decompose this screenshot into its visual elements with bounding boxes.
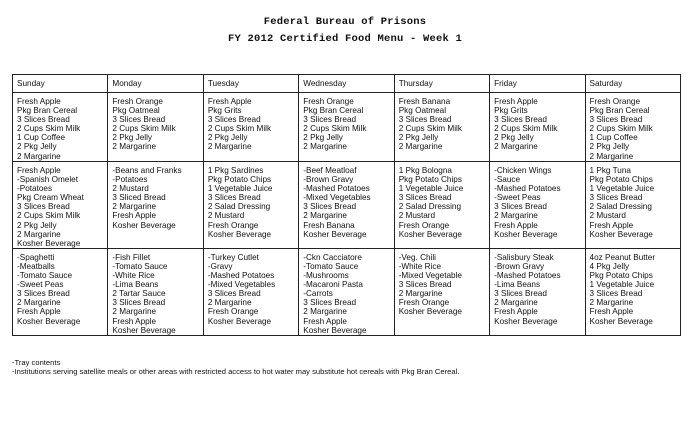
menu-item: 3 Slices Bread <box>207 289 261 299</box>
menu-item: 2 Mustard <box>398 211 436 221</box>
menu-item: 2 Margarine <box>398 142 443 152</box>
menu-item: 2 Margarine <box>17 298 61 308</box>
menu-item: Pkg Bran Cereal <box>303 106 364 116</box>
notes <box>12 358 459 376</box>
menu-item: -Beef Meatloaf <box>303 166 357 175</box>
menu-item: Kosher Beverage <box>17 316 81 326</box>
menu-cell-friday-meal-2 <box>490 162 585 249</box>
menu-item: 2 Salad Dressing <box>398 202 462 212</box>
menu-item: 1 Cup Coffee <box>589 133 638 143</box>
menu-item: Fresh Apple <box>17 166 61 175</box>
menu-item: -Potatoes <box>17 184 53 194</box>
menu-item: -Spaghetti <box>17 252 55 262</box>
menu-item: 4oz Peanut Butter <box>589 252 656 262</box>
menu-item: 3 Slices Bread <box>398 280 452 290</box>
menu-item: 3 Slices Bread <box>17 289 70 299</box>
menu-item: -Spanish Omelet <box>17 175 78 185</box>
menu-item: -Mixed Vegetables <box>207 280 276 290</box>
menu-item: 2 Margarine <box>17 151 61 161</box>
menu-cell-saturday-meal-1 <box>585 93 680 162</box>
menu-item: 2 Pkg Jelly <box>494 133 534 143</box>
menu-item: -Mashed Potatoes <box>494 271 561 281</box>
menu-item: -Carrots <box>303 289 333 299</box>
menu-item: 2 Cups Skim Milk <box>112 124 176 134</box>
menu-item: Fresh Orange <box>398 220 450 230</box>
menu-item: Pkg Grits <box>494 106 528 116</box>
menu-item: Kosher Beverage <box>112 220 176 230</box>
menu-item: -Sweet Peas <box>494 193 541 203</box>
menu-item: 2 Margarine <box>494 298 538 308</box>
menu-cell-friday-meal-3 <box>490 248 585 335</box>
menu-item: Pkg Oatmeal <box>112 106 160 116</box>
menu-item: 2 Pkg Jelly <box>398 133 439 143</box>
day-header-thursday: Thursday <box>394 75 489 93</box>
menu-cell-monday-meal-2 <box>108 162 203 249</box>
menu-item: 1 Pkg Bologna <box>398 166 452 175</box>
menu-item: 2 Pkg Jelly <box>17 142 57 152</box>
menu-item: 3 Slices Bread <box>589 115 643 125</box>
menu-item: -Beans and Franks <box>112 166 182 175</box>
menu-item: 2 Cups Skim Milk <box>303 124 367 134</box>
menu-item: -Mashed Potatoes <box>494 184 561 194</box>
menu-cell-tuesday-meal-3 <box>203 248 298 335</box>
menu-item: -Fish Fillet <box>112 252 151 262</box>
menu-item: -Mixed Vegetable <box>398 271 462 281</box>
menu-item: Kosher Beverage <box>398 229 462 239</box>
menu-item: 1 Pkg Tuna <box>589 166 631 175</box>
menu-item: Kosher Beverage <box>589 316 653 326</box>
menu-item: 3 Slices Bread <box>303 202 357 212</box>
menu-item: 2 Margarine <box>494 142 538 152</box>
menu-item: 1 Vegetable Juice <box>589 280 655 290</box>
menu-item: -Brown Gravy <box>303 175 354 185</box>
menu-item: -Mixed Vegetables <box>303 193 371 203</box>
menu-item: 2 Cups Skim Milk <box>398 124 462 134</box>
document-subtitle: FY 2012 Certified Food Menu - Week 1 <box>227 33 463 45</box>
menu-item: 3 Slices Bread <box>494 202 547 212</box>
menu-item: Kosher Beverage <box>494 316 558 326</box>
menu-item: -Veg. Chili <box>398 252 437 262</box>
menu-item: Pkg Potato Chips <box>398 175 462 185</box>
menu-body <box>13 93 681 336</box>
menu-item: 3 Slices Bread <box>303 298 357 308</box>
menu-item: 1 Cup Coffee <box>17 133 66 143</box>
menu-item: 2 Margarine <box>303 142 347 152</box>
menu-item: Kosher Beverage <box>303 325 367 335</box>
menu-item: Pkg Bran Cereal <box>17 106 78 116</box>
menu-item: 2 Margarine <box>207 142 252 152</box>
menu-item: -Tomato Sauce <box>17 271 73 281</box>
menu-item: -Tomato Sauce <box>112 261 168 271</box>
menu-item: -Mushrooms <box>303 271 349 281</box>
menu-item: -Tomato Sauce <box>303 261 359 271</box>
menu-item: 2 Mustard <box>589 211 626 221</box>
menu-item: 1 Vegetable Juice <box>589 184 655 194</box>
menu-item: Kosher Beverage <box>589 229 653 239</box>
menu-item: 3 Slices Bread <box>17 115 70 125</box>
menu-item: 2 Pkg Jelly <box>303 133 343 143</box>
menu-item: Kosher Beverage <box>17 238 81 248</box>
menu-item: 2 Pkg Jelly <box>112 133 153 143</box>
menu-item: Fresh Apple <box>207 97 252 106</box>
menu-item: 2 Margarine <box>17 229 61 239</box>
menu-cell-saturday-meal-3 <box>585 248 680 335</box>
menu-item: -Brown Gravy <box>494 261 545 271</box>
menu-item: 1 Vegetable Juice <box>398 184 464 194</box>
menu-item: -Potatoes <box>112 175 148 185</box>
menu-item: Fresh Banana <box>303 220 355 230</box>
menu-item: 2 Margarine <box>589 151 634 161</box>
note-tray-contents: -Tray contents <box>12 358 61 367</box>
menu-item: Fresh Apple <box>494 220 538 230</box>
menu-item: 2 Cups Skim Milk <box>17 211 81 221</box>
menu-item: 2 Pkg Jelly <box>207 133 248 143</box>
menu-item: 3 Slices Bread <box>303 115 357 125</box>
menu-item: Pkg Grits <box>207 106 242 116</box>
menu-cell-sunday-meal-3 <box>13 248 108 335</box>
menu-item: 2 Cups Skim Milk <box>589 124 653 134</box>
menu-item: 3 Slices Bread <box>112 298 166 308</box>
menu-cell-monday-meal-3 <box>108 248 203 335</box>
menu-item: Pkg Cream Wheat <box>17 193 84 203</box>
menu-item: 2 Mustard <box>207 211 245 221</box>
menu-item: 3 Slices Bread <box>589 193 643 203</box>
menu-item: -Chicken Wings <box>494 166 552 175</box>
menu-item: 2 Salad Dressing <box>207 202 271 212</box>
day-header-monday: Monday <box>108 75 203 93</box>
menu-item: 2 Margarine <box>112 142 157 152</box>
menu-cell-tuesday-meal-1 <box>203 93 298 162</box>
menu-item: Fresh Orange <box>112 97 163 106</box>
menu-item: -White Rice <box>112 271 155 281</box>
menu-item: Pkg Potato Chips <box>207 175 272 185</box>
menu-item: 3 Slices Bread <box>112 115 166 125</box>
menu-item: Fresh Apple <box>494 97 538 106</box>
menu-item: 3 Slices Bread <box>398 193 452 203</box>
menu-item: 3 Slices Bread <box>398 115 452 125</box>
menu-item: -Macaroni Pasta <box>303 280 363 290</box>
menu-item: Kosher Beverage <box>303 229 367 239</box>
menu-item: 3 Slices Bread <box>494 115 547 125</box>
menu-item: -Meatballs <box>17 261 55 271</box>
menu-item: Pkg Potato Chips <box>589 271 653 281</box>
menu-item: Fresh Banana <box>398 97 451 106</box>
menu-item: 2 Margarine <box>589 298 634 308</box>
menu-cell-wednesday-meal-2 <box>299 162 394 249</box>
menu-item: Pkg Potato Chips <box>589 175 653 185</box>
menu-cell-thursday-meal-3 <box>394 248 489 335</box>
day-header-tuesday: Tuesday <box>203 75 298 93</box>
menu-item: -Lima Beans <box>494 280 541 290</box>
menu-item: -Lima Beans <box>112 280 159 290</box>
menu-item: Fresh Apple <box>589 307 634 317</box>
menu-item: 2 Mustard <box>112 184 149 194</box>
menu-item: 2 Margarine <box>112 307 157 317</box>
menu-cell-thursday-meal-2 <box>394 162 489 249</box>
menu-item: 2 Margarine <box>398 289 443 299</box>
menu-item: 2 Margarine <box>303 211 347 221</box>
day-header-saturday: Saturday <box>585 75 680 93</box>
menu-item: 2 Margarine <box>303 307 347 317</box>
note-substitution: -Institutions serving satellite meals or other areas with restricted access to hot water may substitute hot cereals with Pkg Bran Cereal. <box>12 367 460 376</box>
menu-cell-wednesday-meal-3 <box>299 248 394 335</box>
menu-item: 3 Slices Bread <box>17 202 70 212</box>
meal-row-1 <box>13 93 681 162</box>
menu-item: -Salisbury Steak <box>494 252 554 262</box>
menu-table <box>12 74 681 336</box>
menu-item: 3 Sliced Bread <box>112 193 166 203</box>
day-header-sunday: Sunday <box>13 75 108 93</box>
menu-item: Kosher Beverage <box>494 229 558 239</box>
menu-item: 2 Tartar Sauce <box>112 289 166 299</box>
menu-item: -Ckn Cacciatore <box>303 252 362 262</box>
menu-item: -Gravy <box>207 261 233 271</box>
menu-cell-sunday-meal-2 <box>13 162 108 249</box>
day-header-friday: Friday <box>490 75 585 93</box>
meal-row-2 <box>13 162 681 249</box>
menu-item: -Mashed Potatoes <box>303 184 370 194</box>
menu-cell-friday-meal-1 <box>490 93 585 162</box>
menu-cell-monday-meal-1 <box>108 93 203 162</box>
menu-item: Fresh Apple <box>303 316 347 326</box>
menu-cell-thursday-meal-1 <box>394 93 489 162</box>
menu-item: 1 Vegetable Juice <box>207 184 273 194</box>
menu-item: 3 Slices Bread <box>589 289 643 299</box>
document-title: Federal Bureau of Prisons <box>263 16 427 28</box>
menu-item: 2 Salad Dressing <box>589 202 652 212</box>
menu-item: -Sweet Peas <box>17 280 64 290</box>
menu-item: Pkg Oatmeal <box>398 106 447 116</box>
menu-item: -Sauce <box>494 175 521 185</box>
menu-item: Pkg Bran Cereal <box>589 106 650 116</box>
menu-item: Fresh Apple <box>17 307 61 317</box>
meal-row-3 <box>13 248 681 335</box>
menu-item: -White Rice <box>398 261 441 271</box>
menu-cell-tuesday-meal-2 <box>203 162 298 249</box>
menu-item: Kosher Beverage <box>207 229 272 239</box>
menu-item: -Mashed Potatoes <box>207 271 275 281</box>
menu-item: Fresh Orange <box>398 298 450 308</box>
menu-item: Fresh Apple <box>112 316 157 326</box>
menu-item: Fresh Orange <box>303 97 354 106</box>
menu-item: Fresh Orange <box>589 97 641 106</box>
menu-item: 3 Slices Bread <box>207 115 261 125</box>
menu-item: 2 Margarine <box>112 202 157 212</box>
menu-item: Fresh Apple <box>494 307 538 317</box>
menu-item: 3 Slices Bread <box>207 193 261 203</box>
day-header-row <box>13 75 681 93</box>
menu-cell-wednesday-meal-1 <box>299 93 394 162</box>
menu-item: Fresh Apple <box>17 97 61 106</box>
menu-item: -Turkey Cutlet <box>207 252 259 262</box>
menu-item: Fresh Orange <box>207 307 259 317</box>
menu-item: 2 Pkg Jelly <box>589 142 630 152</box>
menu-cell-sunday-meal-1 <box>13 93 108 162</box>
menu-cell-saturday-meal-2 <box>585 162 680 249</box>
menu-item: 1 Pkg Sardines <box>207 166 264 175</box>
menu-item: Fresh Apple <box>589 220 634 230</box>
menu-item: 2 Margarine <box>494 211 538 221</box>
menu-item: 3 Slices Bread <box>494 289 547 299</box>
menu-item: 4 Pkg Jelly <box>589 261 630 271</box>
day-header-wednesday: Wednesday <box>299 75 394 93</box>
menu-item: Kosher Beverage <box>398 307 462 317</box>
menu-item: Fresh Orange <box>207 220 259 230</box>
menu-item: Kosher Beverage <box>207 316 272 326</box>
menu-item: 2 Cups Skim Milk <box>207 124 272 134</box>
menu-item: Kosher Beverage <box>112 325 176 335</box>
menu-item: 2 Margarine <box>207 298 252 308</box>
menu-item: 2 Cups Skim Milk <box>494 124 558 134</box>
menu-item: 2 Pkg Jelly <box>17 220 57 230</box>
menu-item: Fresh Apple <box>112 211 157 221</box>
menu-item: 2 Cups Skim Milk <box>17 124 81 134</box>
